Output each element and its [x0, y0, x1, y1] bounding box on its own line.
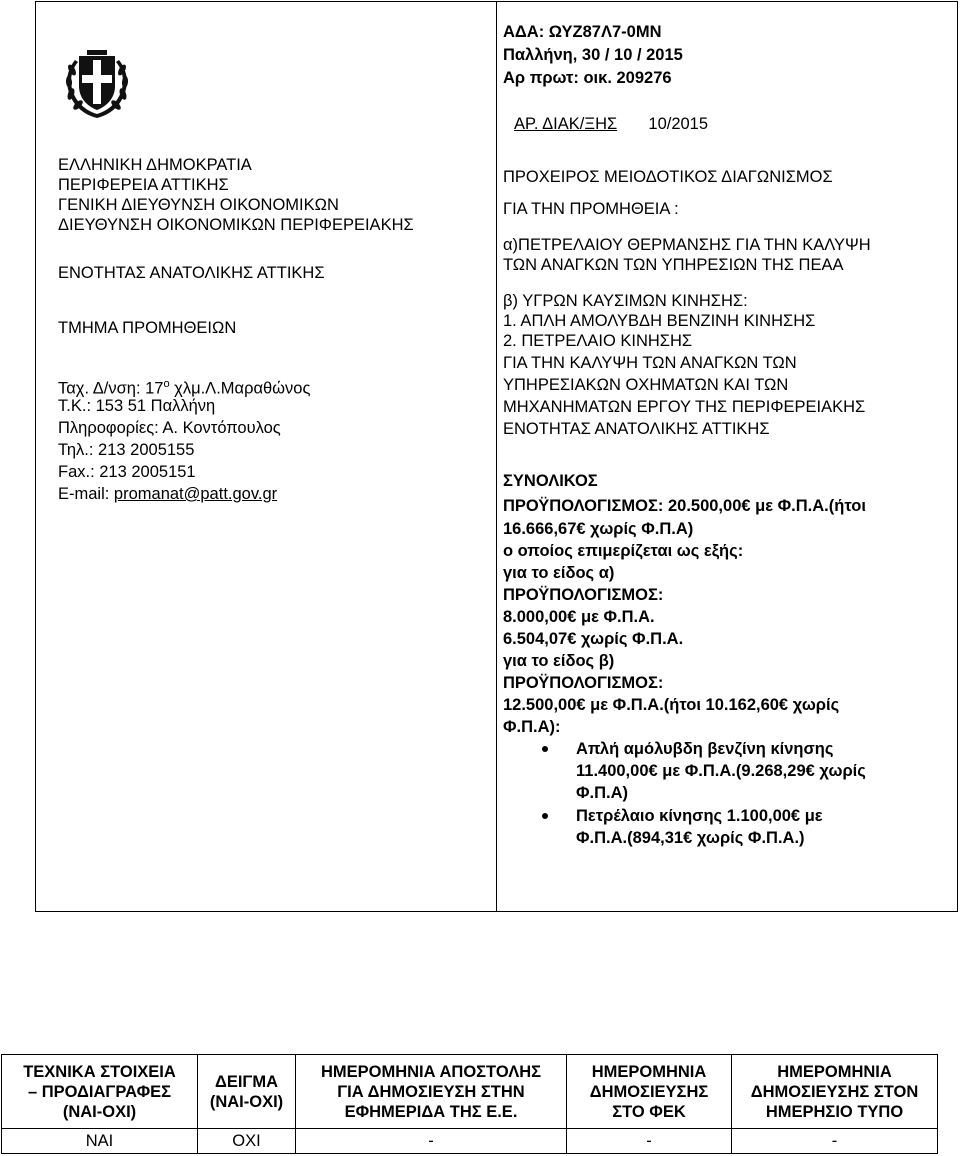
budget-line: 6.504,07€ χωρίς Φ.Π.Α.	[503, 630, 684, 648]
budget-line: Φ.Π.Α):	[503, 718, 561, 736]
issuer-block	[36, 2, 496, 911]
address-superscript: ο	[163, 378, 170, 390]
bullet-icon	[542, 813, 548, 819]
header-text: ΓΙΑ ΔΗΜΟΣΙΕΥΣΗ ΣΤΗΝ	[337, 1082, 525, 1101]
item-b-line: ΜΗΧΑΝΗΜΑΤΩΝ ΕΡΓΟΥ ΤΗΣ ΠΕΡΙΦΕΡΕΙΑΚΗΣ	[503, 398, 866, 416]
item-b-line: ΥΠΗΡΕΣΙΑΚΩΝ ΟΧΗΜΑΤΩΝ ΚΑΙ ΤΩΝ	[503, 376, 789, 394]
issuer-line: ΕΝΟΤΗΤΑΣ ΑΝΑΤΟΛΙΚΗΣ ΑΤΤΙΚΗΣ	[58, 264, 325, 282]
tender-title: ΠΡΟΧΕΙΡΟΣ ΜΕΙΟΔΟΤΙΚΟΣ ΔΙΑΓΩΝΙΣΜΟΣ	[503, 168, 833, 186]
header-text: ΗΜΕΡΟΜΗΝΙΑ	[591, 1062, 707, 1081]
budget-line: για το είδος α)	[503, 564, 615, 582]
budget-subitem: 11.400,00€ με Φ.Π.Α.(9.268,29€ χωρίς	[576, 762, 866, 780]
place-date: Παλλήνη, 30 / 10 / 2015	[503, 46, 683, 64]
table-cell: -	[732, 1129, 938, 1154]
supply-heading: ΓΙΑ ΤΗΝ ΠΡΟΜΗΘΕΙΑ :	[503, 200, 679, 218]
address-text: Ταχ. Δ/νση: 17	[58, 379, 164, 398]
budget-line: 16.666,67€ χωρίς Φ.Π.Α)	[503, 520, 694, 538]
header-text: ΗΜΕΡΗΣΙΟ ΤΥΠΟ	[765, 1102, 904, 1121]
table-row	[2, 1129, 938, 1154]
fax-number: Fax.: 213 2005151	[58, 463, 196, 481]
item-b-line: 1. ΑΠΛΗ ΑΜΟΛΥΒΔΗ ΒΕΝΖΙΝΗ ΚΙΝΗΣΗΣ	[503, 312, 816, 330]
header-technical-specs	[2, 1055, 198, 1129]
header-text: ΗΜΕΡΟΜΗΝΙΑ ΑΠΟΣΤΟΛΗΣ	[320, 1062, 542, 1081]
tender-number-label: ΑΡ. ΔΙΑΚ/ΞΗΣ	[514, 115, 618, 133]
issuer-line: ΔΙΕΥΘΥΝΣΗ ΟΙΚΟΝΟΜΙΚΩΝ ΠΕΡΙΦΕΡΕΙΑΚΗΣ	[58, 216, 414, 234]
ada-code: ΑΔΑ: ΩΥΖ87Λ7-0ΜΝ	[503, 23, 662, 41]
issuer-line: ΕΛΛΗΝΙΚΗ ΔΗΜΟΚΡΑΤΙΑ	[58, 156, 252, 174]
publication-table	[1, 1054, 938, 1154]
budget-line: ΠΡΟΫΠΟΛΟΓΙΣΜΟΣ: 20.500,00€ με Φ.Π.Α.(ήτοι	[503, 497, 866, 515]
budget-line: ΣΥΝΟΛΙΚΟΣ	[503, 472, 598, 490]
issuer-line: ΓΕΝΙΚΗ ΔΙΕΥΘΥΝΣΗ ΟΙΚΟΝΟΜΙΚΩΝ	[58, 196, 339, 214]
header-sample	[198, 1055, 296, 1129]
address-text-end: χλμ.Λ.Μαραθώνος	[169, 379, 311, 398]
postal-code: Τ.Κ.: 153 51 Παλλήνη	[58, 397, 216, 415]
header-text: ΗΜΕΡΟΜΗΝΙΑ	[777, 1062, 892, 1081]
header-text: – ΠΡΟΔΙΑΓΡΑΦΕΣ	[27, 1082, 172, 1101]
email-label: E-mail:	[58, 485, 114, 503]
email-line	[58, 484, 277, 504]
header-text: ΤΕΧΝΙΚΑ ΣΤΟΙΧΕΙΑ	[23, 1062, 176, 1081]
header-fek-date	[567, 1055, 732, 1129]
budget-subitem: Απλή αμόλυβδη βενζίνη κίνησης	[576, 740, 834, 758]
item-b-line: ΓΙΑ ΤΗΝ ΚΑΛΥΨΗ ΤΩΝ ΑΝΑΓΚΩΝ ΤΩΝ	[503, 354, 797, 372]
header-eu-dispatch-date	[296, 1055, 567, 1129]
table-cell: ΝΑΙ	[2, 1129, 198, 1154]
header-text: (ΝΑΙ-ΟΧΙ)	[62, 1102, 137, 1121]
notice-block	[497, 2, 957, 911]
budget-subitem: Φ.Π.Α.(894,31€ χωρίς Φ.Π.Α.)	[576, 829, 805, 847]
greek-emblem-icon	[62, 48, 132, 120]
issuer-line: ΠΕΡΙΦΕΡΕΙΑ ΑΤΤΙΚΗΣ	[58, 176, 229, 194]
header-text: ΕΦΗΜΕΡΙΔΑ ΤΗΣ Ε.Ε.	[344, 1102, 518, 1121]
item-b-line: β) ΥΓΡΩΝ ΚΑΥΣΙΜΩΝ ΚΙΝΗΣΗΣ:	[503, 292, 748, 310]
address	[58, 374, 310, 399]
header-text: (ΝΑΙ-ΟΧΙ)	[209, 1092, 284, 1111]
contact-person: Πληροφορίες: Α. Κοντόπουλος	[58, 419, 281, 437]
item-b-line: 2. ΠΕΤΡΕΛΑΙΟ ΚΙΝΗΣΗΣ	[503, 332, 693, 350]
tender-number-value: 10/2015	[648, 115, 709, 133]
email-link[interactable]: promanat@patt.gov.gr	[113, 485, 278, 503]
department-name: ΤΜΗΜΑ ΠΡΟΜΗΘΕΙΩΝ	[58, 319, 237, 337]
budget-line: ΠΡΟΫΠΟΛΟΓΙΣΜΟΣ:	[503, 674, 664, 692]
table-cell: -	[296, 1129, 567, 1154]
header-text: ΣΤΟ ΦΕΚ	[612, 1102, 686, 1121]
budget-line: ο οποίος επιμερίζεται ως εξής:	[503, 542, 744, 560]
budget-line: 12.500,00€ με Φ.Π.Α.(ήτοι 10.162,60€ χωρίς	[503, 696, 840, 714]
header-text: ΔΗΜΟΣΙΕΥΣΗΣ	[589, 1082, 709, 1101]
item-b-line: ΕΝΟΤΗΤΑΣ ΑΝΑΤΟΛΙΚΗΣ ΑΤΤΙΚΗΣ	[503, 420, 770, 438]
table-header-row	[2, 1055, 938, 1129]
budget-line: ΠΡΟΫΠΟΛΟΓΙΣΜΟΣ:	[503, 586, 664, 604]
header-press-date	[732, 1055, 938, 1129]
tender-number	[514, 114, 708, 134]
budget-subitem: Πετρέλαιο κίνησης 1.100,00€ με	[576, 807, 823, 825]
protocol-number: Αρ πρωτ: οικ. 209276	[503, 69, 672, 87]
header-text: ΔΕΙΓΜΑ	[214, 1072, 279, 1091]
phone-number: Τηλ.: 213 2005155	[58, 441, 195, 459]
item-a-line: α)ΠΕΤΡΕΛΑΙΟΥ ΘΕΡΜΑΝΣΗΣ ΓΙΑ ΤΗΝ ΚΑΛΥΨΗ	[503, 236, 871, 254]
header-text: ΔΗΜΟΣΙΕΥΣΗΣ ΣΤΟΝ	[750, 1082, 919, 1101]
budget-line: για το είδος β)	[503, 652, 615, 670]
budget-line: 8.000,00€ με Φ.Π.Α.	[503, 608, 655, 626]
table-cell: ΟΧΙ	[198, 1129, 296, 1154]
budget-subitem: Φ.Π.Α)	[576, 784, 629, 802]
table-cell: -	[567, 1129, 732, 1154]
item-a-line: ΤΩΝ ΑΝΑΓΚΩΝ ΤΩΝ ΥΠΗΡΕΣΙΩΝ ΤΗΣ ΠΕΑΑ	[503, 256, 844, 274]
bullet-icon	[542, 746, 548, 752]
